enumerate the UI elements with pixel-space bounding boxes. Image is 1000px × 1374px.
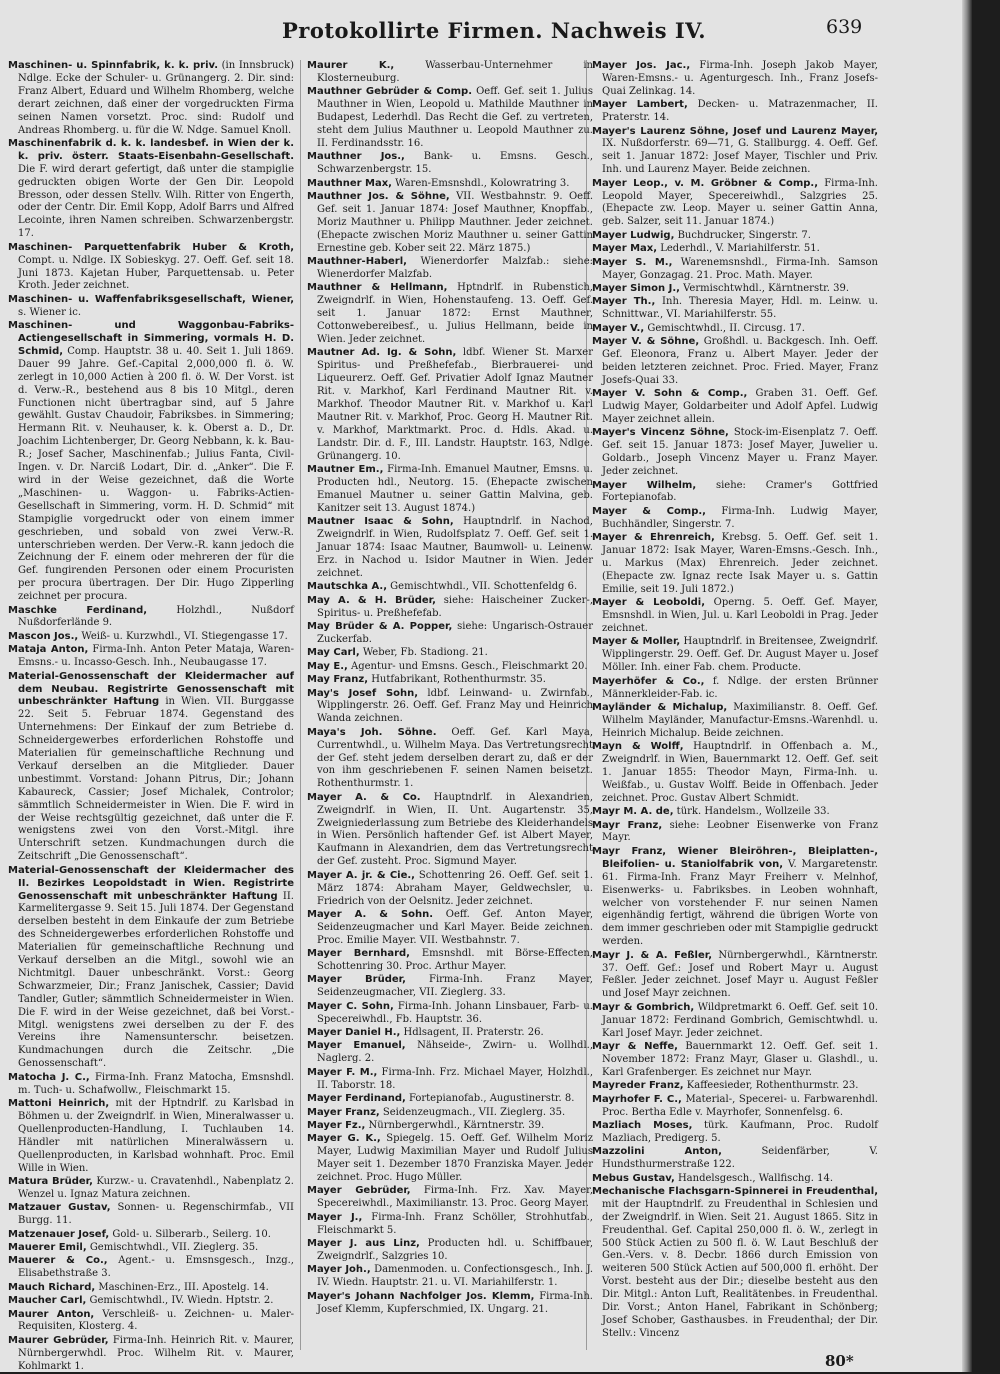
firm-entry [592, 532, 878, 597]
firm-name: Maschke Ferdinand, [8, 604, 148, 616]
firm-name: Mayer Leop., v. M. Gröbner & Comp., [592, 177, 818, 189]
firm-details: Krebsg. 5. Oeff. Gef. seit 1. Januar 1872: Isak Mayer, Waren-Emsns.-Gesch. Inh., u. Markus (Max) Ehrenreich. Jeder zeichnet. (Ehepacte zw. Ignaz recte Isak Mayer u. s. Gattin Emilie, seit 19. Juli 1872.) [602, 532, 878, 595]
firm-name: Mauch Richard, [8, 1281, 96, 1293]
firm-entry [307, 674, 593, 687]
firm-name: Mayer Max, [592, 243, 658, 255]
firm-entry [307, 86, 593, 151]
firm-name: Mayer A. jr. & Cie., [307, 869, 415, 881]
firm-entry [592, 427, 878, 479]
firm-details: Hauptndrlf. in Breitensee, Zweigndrlf. Wipplingerstr. 29. Oeff. Gef. Dr. August Mayer u. Josef Möller. Inh. einer Fab. chem. Producte. [602, 636, 878, 674]
firm-name: Mauthner Max, [307, 177, 392, 189]
firm-details: s. Wiener ic. [18, 306, 82, 318]
firm-entry [307, 347, 593, 463]
firm-details: Nürnbergerwhdl., Kärntnerstr. 37. Oeff. Gef.: Josef und Robert Mayr u. August Feßler. Jeder zeichnet. Josef Mayr u. August Feßler und Josef Mayr zeichnen. [602, 949, 878, 1000]
firm-name: May Carl, [307, 647, 360, 659]
firm-entry [307, 1093, 593, 1106]
firm-name: Mayr & Gombrich, [592, 1001, 695, 1013]
firm-name: May A. & H. Brüder, [307, 594, 436, 606]
firm-entry [307, 1107, 593, 1120]
firm-entry [8, 865, 294, 1072]
firm-entry [592, 846, 878, 949]
firm-entry [307, 870, 593, 909]
firm-details: Firma-Inh. Franz Schöller, Strohhutfab., Fleischmarkt 5. [317, 1211, 593, 1236]
firm-entry [592, 126, 878, 178]
firm-entry [592, 336, 878, 388]
firm-name: Mayr Franz, [592, 819, 663, 831]
firm-details: Firma-Inh. Josef Klemm, Kupferschmied, IX. Ungarg. 21. [317, 1290, 593, 1315]
firm-name: Mayer V., [592, 322, 645, 334]
firm-details: Oeff. Gef. Karl Maya, Currentwhdl., u. Wilhelm Maya. Das Vertretungsrecht der Gef. steht jedem derselben derart zu, daß er der von ihm geschriebenen F. seinen Namen beisetzt. Rothenthurmstr. 1. [317, 726, 593, 790]
firm-details: IX. Nußdorferstr. 69—71, G. Stallburgg. 4. Oeff. Gef. seit 1. Januar 1872: Josef Mayer, Tischler und Priv. Inh. und Laurenz Mayer. Beide zeichnen. [602, 138, 878, 176]
firm-name: Maucher Carl, [8, 1295, 87, 1307]
firm-name: Matocha J. C., [8, 1071, 90, 1083]
firm-details: Inh. Theresia Mayer, Hdl. m. Leinw. u. Schnittwar., VI. Mariahilferstr. 55. [602, 296, 878, 321]
firm-entry [8, 242, 294, 294]
firm-details: Emsnshdl. mit Börse-Effecten, Schottenring 30. Proc. Arthur Mayer. [317, 948, 593, 973]
firm-entry [8, 644, 294, 670]
firm-name: May E., [307, 660, 348, 672]
firm-entry [307, 464, 593, 516]
firm-entry [8, 1202, 294, 1228]
firm-name: Mayer & Ehrenreich, [592, 532, 715, 544]
firm-name: Mautschka A., [307, 581, 387, 593]
firm-name: Matzauer Gustav, [8, 1202, 111, 1214]
firm-details: Comp. Hauptstr. 38 u. 40. Seit 1. Juli 1869. Dauer 99 Jahre. Gef.-Capital 2,000,000 fl. ö. W. zerlegt in 10,000 Actien à 200 fl. ö. W. Der Vorst. ist d. Verw.-R., bestehend aus 8 bis 10 Mitgl., deren Functionen nicht übertragbar sind, auf 5 Jahre gewählt. Gustav Chaudoir, Fabriksbes. in Simmering; Hermann Rit. v. Neuhauser, k. k. Oberst a. D., Dr. Joachim Lichtenberger, Dr. Georg Nebbann, k. k. Bau-R.; Josef Sacher, Maschinenfab.; Julius Fanta, Civil-Ingen. v. Dr. Narciß Lodart, Dir. d. „Anker“. Die F. wird in der Weise gezeichnet, daß die Worte „Maschinen- u. Waggon- u. Fabriks-Actien-Gesellschaft in Simmering, vorm. H. D. Schmid“ mit Stampiglie vorgedruckt oder von einem immer geschrieben, und sobald von zwei Verw.-R. unterschrieben werden. Der Verw.-R. kann jedoch die Zeichnung der F. einem oder mehreren der für die Gef. fungirenden Personen oder einem Procuristen per procura übertragen. Der Dir. Hugo Zipperling zeichnet per procura. [18, 345, 294, 603]
firm-name: Mauthner Jos. & Söhne, [307, 191, 450, 203]
firm-name: Mechanische Flachsgarn-Spinnerei in Freudenthal, [592, 1185, 878, 1197]
firm-name: Mayer Simon J., [592, 282, 680, 294]
firm-details: Maschinen-Erz., III. Apostelg. 14. [95, 1281, 269, 1293]
firm-name: Material-Genossenschaft der Kleidermacher des II. Bezirkes Leopoldstadt in Wien. Registrirte Genossenschaft mit unbeschränkter Haftung [8, 864, 294, 902]
firm-entry [307, 621, 593, 647]
firm-name: Mauthner-Haberl, [307, 256, 407, 268]
firm-details: Großhdl. u. Backgesch. Inh. Oeff. Gef. Eleonora, Franz u. Albert Mayer. Jeder der beiden letzteren zeichnet. Proc. Fried. Mayer, Franz Josefs-Quai 33. [602, 336, 878, 386]
firm-name: Mayer Franz, [307, 1106, 380, 1118]
firm-details: Firma-Inh. Johann Linsbauer, Farb- u. Specereiwhdl., Fb. Hauptstr. 36. [317, 1000, 593, 1025]
firm-details: Lederhdl., V. Mariahilferstr. 51. [657, 243, 820, 255]
firm-details: Gemischtwhdl., II. Circusg. 17. [644, 322, 805, 334]
firm-name: Mayer Jos. Jac., [592, 60, 691, 71]
firm-entry [592, 1041, 878, 1080]
firm-entry [307, 1264, 593, 1290]
firm-name: Mauerer & Co., [8, 1255, 108, 1267]
firm-name: Mebus Gustav, [592, 1172, 675, 1184]
firm-entry [307, 647, 593, 660]
firm-entry [592, 806, 878, 819]
firm-entry [592, 741, 878, 806]
firm-details: Firma-Inh. Emanuel Mautner, Emsns. u. Producten hdl., Neutorg. 15. (Ehepacte zwischen Emanuel Mautner u. seiner Gattin Malvina, geb. Kanitzer seit 13. August 1874.) [317, 464, 593, 514]
firm-entry [307, 581, 593, 594]
firm-details: Firma-Inh. Leopold Mayer, Specereiwhdl., Salzgries 25. (Ehepacte zw. Leop. Mayer u. seiner Gattin Anna, geb. Salzer, seit 11. Januar 1874.) [602, 177, 878, 228]
firm-name: Matura Brüder, [8, 1175, 93, 1187]
firm-name: Mayer J., [307, 1211, 363, 1223]
firm-name: Mayer's Vincenz Söhne, [592, 427, 729, 439]
firm-name: Mayer Ludwig, [592, 229, 675, 241]
firm-details: Firma-Inh. Ludwig Mayer, Buchhändler, Singerstr. 7. [602, 505, 878, 530]
column-2 [307, 60, 593, 1360]
firm-details: Firma-Inh. Heinrich Rit. v. Maurer, Nürnbergerwhdl. Proc. Wilhelm Rit. v. Maurer, Kohlmarkt 1. [18, 1334, 294, 1372]
firm-details: Gold- u. Silberarb., Seilerg. 10. [109, 1228, 271, 1240]
firm-entry [307, 1027, 593, 1040]
firm-entry [307, 1133, 593, 1185]
firm-details: Hdlsagent, II. Praterstr. 26. [400, 1027, 544, 1039]
firm-details: Gemischtwhdl., IV. Wiedn. Hptstr. 2. [86, 1295, 274, 1307]
firm-details: Maximilianstr. 8. Oeff. Gef. Wilhelm Mayländer, Manufactur-Emsns.-Warenhdl. u. Heinrich Michalup. Beide zeichnen. [602, 701, 878, 739]
firm-entry [8, 138, 294, 241]
firm-name: Mataja Anton, [8, 644, 89, 656]
firm-name: Mauerer Emil, [8, 1241, 87, 1253]
firm-entry [592, 230, 878, 243]
firm-entry [592, 178, 878, 230]
firm-name: May Franz, [307, 674, 369, 686]
firm-entry [8, 1072, 294, 1098]
firm-entry [592, 1186, 878, 1341]
firm-details: Weiß- u. Kurzwhdl., VI. Stiegengasse 17. [78, 630, 288, 642]
firm-entry [592, 1120, 878, 1146]
firm-details: Nähseide-, Zwirn- u. Wollhdl., Naglerg. 2. [317, 1040, 593, 1065]
firm-name: Maurer Anton, [8, 1308, 95, 1320]
firm-name: Mayrhofer F. C., [592, 1093, 682, 1105]
firm-details: Hptndrlf. in Rubenstich, Zweigndrlf. in Wien, Hohenstaufeng. 13. Oeff. Gef. seit 1. Januar 1872: Ernst Mauthner, Cottonwebereibesf., u. Julius Hellmann, beide in Wien. Jeder zeichnet. [317, 282, 593, 346]
firm-details: Wildpretmarkt 6. Oeff. Gef. seit 10. Januar 1872: Ferdinand Gombrich, Gemischtwhdl. u. Karl Josef Mayr. Jeder zeichnet. [602, 1001, 879, 1039]
firm-name: Mayer's Johann Nachfolger Jos. Klemm, [307, 1290, 535, 1302]
firm-entry [8, 1098, 294, 1175]
firm-name: Mayer S. M., [592, 256, 673, 268]
firm-name: Maschinen- u. Spinnfabrik, k. k. priv. [8, 60, 218, 71]
firm-entry [307, 1185, 593, 1211]
firm-name: Mayer Brüder, [307, 974, 406, 986]
firm-entry [592, 1002, 878, 1041]
firm-name: Maurer Gebrüder, [8, 1334, 109, 1346]
firm-details: Sonnen- u. Regenschirmfab., VII Burgg. 11. [18, 1202, 294, 1227]
firm-entry [307, 1238, 593, 1264]
firm-details: f. Ndlge. der ersten Brünner Männerkleider-Fab. ic. [602, 675, 878, 700]
firm-entry [592, 702, 878, 741]
firm-entry [592, 388, 878, 427]
firm-entry [307, 1120, 593, 1133]
firm-name: Mayr M. A. de, [592, 806, 674, 818]
firm-name: Mayer Th., [592, 296, 656, 308]
firm-entry [592, 820, 878, 846]
firm-entry [592, 506, 878, 532]
firm-details: VII. Westbahnstr. 9. Oeff. Gef. seit 1. Januar 1874: Josef Mauthner, Knopffab., Moriz Mauthner u. Philipp Mauthner. Jeder zeichnet. (Ehepacte zwischen Moriz Mauthner u. seiner Gattin Ernestine geb. Kober seit 22. März 1875.) [317, 191, 594, 254]
firm-details: Handelsgesch., Wallfischg. 14. [674, 1172, 834, 1184]
firm-entry [307, 1067, 593, 1093]
firm-entry [307, 282, 593, 347]
firm-details: Firma-Inh. Frz. Michael Mayer, Holzhdl., II. Taborstr. 18. [317, 1066, 593, 1091]
firm-details: Wienerdorfer Malzfab.: siehe: Wienerdorfer Malzfab. [317, 256, 593, 280]
firm-details: Gemischtwhdl., VII. Schottenfeldg 6. [387, 581, 578, 593]
firm-details: Schottenring 26. Oeff. Gef. seit 1. März 1874: Abraham Mayer, Geldwechsler, u. Friedrich von der Oelsnitz. Jeder zeichnet. [317, 869, 593, 907]
firm-entry [307, 661, 593, 674]
firm-entry [307, 727, 593, 792]
firm-details: II. Karmelitergasse 9. Seit 15. Juli 1874. Der Gegenstand derselben besteht in dem Einkaufe der zum Betriebe des Schneidergewerbes erforderlichen Rohstoffe und Materialien für gemeinschaftliche Rechnung und Verkauf derselben an die Mitgl., sowohl wie an Nichtmitgl. Dauer unbeschränkt. Vorst.: Georg Schwarzmeier, Dir.; Franz Janischek, Cassier; David Tandler, Gutler; sämmtlich Schneidermeister in Wien. Die F. wird in der Weise gezeichnet, daß bei Vorst.-Mitgl. wenigstens zwei derselben zu der F. des Vereins ihre Namensunterschr. beisetzen. Kundmachungen durch die Zeitschr. „Die Genossenschaft“. [18, 890, 294, 1070]
firm-details: Die F. wird derart gefertigt, daß unter die stampiglie gedruckten obigen Worte der Gen Dir. Leopold Bresson, oder dessen Stellv. Wilh. Ritter von Engerth, oder der Centr. Dir. Emil Kopp, Adolf Barrs und Alfred Lecointe, ihren Namen schreiben. Schwarzenbergstr. 17. [18, 163, 294, 240]
firm-details: Firma-Inh. Joseph Jakob Mayer, Waren-Emsns.- u. Agenturgesch. Inh., Franz Josefs-Quai Zelinkag. 14. [602, 60, 878, 97]
firm-entry [8, 294, 294, 320]
firm-entry [307, 595, 593, 621]
firm-entry [8, 1295, 294, 1308]
firm-details: Damenmoden. u. Confectionsgesch., Inh. J. IV. Wiedn. Hauptstr. 21. u. VI. Mariahilferstr. 1. [317, 1264, 594, 1289]
firm-details: Material-, Specerei- u. Farbwarenhdl. Proc. Bertha Edle v. Mayrhofer, Sonnenfelsg. 6. [602, 1093, 878, 1118]
firm-name: Mauthner Gebrüder & Comp. [307, 86, 473, 98]
firm-details: Vermischtwhdl., Kärntnerstr. 39. [679, 282, 850, 294]
firm-name: Mattoni Heinrich, [8, 1098, 110, 1109]
firm-name: Mayr & Neffe, [592, 1040, 678, 1052]
firm-name: Mayer F. M., [307, 1066, 378, 1078]
firm-entry [8, 320, 294, 604]
firm-details: Fortepianofab., Augustinerstr. 8. [405, 1093, 575, 1105]
firm-name: Mazzolini Anton, [592, 1146, 722, 1158]
firm-entry [8, 1229, 294, 1242]
firm-name: Mayer & Leoboldi, [592, 597, 706, 609]
firm-details: Waren-Emsnshdl., Kolowratring 3. [391, 177, 570, 189]
firm-name: Mayer Gebrüder, [307, 1185, 411, 1197]
firm-details: Wasserbau-Unternehmer in Klosterneuburg. [317, 60, 593, 84]
firm-entry [307, 948, 593, 974]
firm-details: Seidenfärber, V. Hundsthurmerstraße 122. [602, 1146, 878, 1171]
column-rule [300, 60, 301, 1350]
firm-name: Maschinenfabrik d. k. k. landesbef. in Wien der k. k. priv. österr. Staats-Eisenbahn-Gesellschaft. [8, 137, 294, 162]
firm-entry [307, 1001, 593, 1027]
firm-details: Firma-Inh. Frz. Xav. Mayer, Specereiwhdl., Maximilianstr. 13. Proc. Georg Mayer. [317, 1185, 593, 1210]
firm-name: Mazliach Moses, [592, 1119, 693, 1131]
firm-details: (in Innsbruck) Ndlge. Ecke der Schuler- u. Grünangerg. 2. Dir. sind: Franz Albert, Eduard und Wilhelm Rhomberg, welche derart zeichnen, daß einer der vorgedruckten Firma seinen Namen vorsetzt. Proc. sind: Rudolf und Andreas Rhomberg. u. für die W. Ndge. Samuel Knoll. [18, 60, 294, 136]
firm-name: Maschinen- u. Waffenfabriksgesellschaft, Wiener, [8, 293, 294, 305]
firm-details: Bank- u. Emsns. Gesch., Schwarzenbergstr. 15. [317, 151, 593, 176]
firm-details: Verschleiß- u. Zeichnen- u. Maler-Requisiten, Klosterg. 4. [18, 1308, 294, 1333]
firm-name: Mayer Emanuel, [307, 1040, 406, 1052]
firm-name: Mayr J. & A. Feßler, [592, 949, 713, 961]
firm-name: Material-Genossenschaft der Kleidermacher auf dem Neubau. Registrirte Genossenschaft mit unbeschränkter Haftung [8, 670, 294, 708]
firm-name: Mayer A. & Co. [307, 791, 421, 803]
firm-entry [592, 480, 878, 506]
page-header-title: Protokollirte Firmen. Nachweis IV. [282, 18, 707, 43]
firm-details: Buchdrucker, Singerstr. 7. [674, 229, 811, 241]
firm-details: türk. Handelsm., Wollzeile 33. [673, 806, 830, 818]
firm-name: Mayr Franz, Wiener Bleiröhren-, Bleiplatten-, Bleifolien- u. Staniolfabrik von, [592, 845, 878, 870]
firm-details: Hauptndrlf. in Nachod, Zweigndrlf. in Wien, Rudolfsplatz 7. Oeff. Gef. seit 1. Januar 1874: Isaac Mautner, Baumwoll- u. Leinenw. Erz. in Nachod u. Isidor Mautner in Wien. Jeder zeichnet. [317, 516, 593, 579]
firm-entry [592, 950, 878, 1002]
firm-name: Mauthner & Hellmann, [307, 282, 448, 294]
firm-entry [592, 283, 878, 296]
firm-name: Mascon Jos., [8, 630, 79, 642]
firm-details: Warenemsnshdl., Firma-Inh. Samson Mayer, Gonzagag. 21. Proc. Math. Mayer. [602, 256, 878, 281]
page-edge-shadow [962, 0, 972, 1372]
firm-name: Mayer Wilhelm, [592, 479, 697, 491]
column-3 [592, 60, 878, 1360]
firm-details: siehe: Ungarisch-Ostrauer Zuckerfab. [317, 620, 594, 645]
firm-details: Firma-Inh. Anton Peter Mataja, Waren-Emsns.- u. Incasso-Gesch. Inh., Neubaugasse 17. [18, 644, 295, 669]
firm-name: Maya's Joh. Söhne. [307, 726, 437, 738]
firm-entry [592, 243, 878, 256]
firm-details: siehe: Leobner Eisenwerke von Franz Mayr. [602, 819, 879, 844]
firm-name: Mautner Ad. Ig. & Sohn, [307, 347, 457, 359]
firm-entry [8, 671, 294, 865]
firm-name: Mayländer & Michalup, [592, 701, 728, 713]
firm-name: Mayn & Wolff, [592, 741, 684, 753]
firm-name: Mayer Bernhard, [307, 948, 410, 960]
firm-details: Operng. 5. Oeff. Gef. Mayer, Emsnshdl. in Wien, Jul. u. Karl Leoboldi in Prag. Jeder zeichnet. [602, 597, 878, 634]
firm-entry [8, 1282, 294, 1295]
firm-details: V. Margaretenstr. 61. Firma-Inh. Franz Mayr Freiherr v. Melnhof, Eisenwerks- u. Fabriksbes. in Leoben wohnhaft, welcher von vorstehender F. nur seinen Namen eigenhändig fertigt, während die übrigen Worte von dem immer geschrieben oder mit Stampiglie gedruckt werden. [602, 858, 878, 948]
firm-details: Weber, Fb. Stadiong. 21. [359, 647, 488, 659]
firm-entry [307, 1040, 593, 1066]
firm-details: Hauptndrlf. in Alexandrien, Zweigndrlf. in Wien, II. Unt. Augartenstr. 35, Zweigniederlassung zum Betriebe des Kleiderhandels in Wien. Persönlich haftender Gef. ist Albert Mayer, Kaufmann in Alexandrien, dem das Vertretungsrecht der Gef. zusteht. Proc. Sigmund Mayer. [317, 791, 593, 868]
firm-name: Mayerhöfer & Co., [592, 675, 705, 687]
firm-name: Mayer Lambert, [592, 99, 688, 111]
firm-details: Nürnbergerwhdl., Kärntnerstr. 39. [365, 1119, 545, 1131]
firm-name: Mayer's Laurenz Söhne, Josef und Laurenz Mayer, [592, 125, 878, 137]
firm-name: Mayreder Franz, [592, 1080, 684, 1092]
firm-entry [307, 1291, 593, 1317]
firm-entry [307, 909, 593, 948]
firm-name: May's Josef Sohn, [307, 687, 419, 699]
firm-entry [307, 191, 593, 256]
firm-name: Mauthner Jos., [307, 151, 405, 163]
firm-details: Agent.- u. Emsnsgesch., Inzg., Elisabethstraße 3. [18, 1255, 294, 1280]
firm-entry [307, 151, 593, 177]
firm-entry [592, 1094, 878, 1120]
firm-entry [307, 256, 593, 282]
firm-entry [8, 1309, 294, 1335]
firm-details: siehe: Cramer's Gottfried Fortepianofab. [602, 479, 878, 504]
firm-name: Mayer Fz., [307, 1119, 366, 1131]
firm-details: Kaffeesieder, Rothenthurmstr. 23. [683, 1080, 859, 1092]
column-1 [8, 60, 295, 1372]
firm-entry [8, 1255, 294, 1281]
firm-name: Mayer C. Sohn, [307, 1000, 394, 1012]
firm-details: Gemischtwhdl., VII. Zieglerg. 35. [86, 1241, 259, 1253]
firm-details: Kurzw.- u. Cravatenhdl., Nabenplatz 2. Wenzel u. Ignaz Matura zeichnen. [18, 1175, 294, 1200]
firm-entry [307, 60, 593, 86]
firm-name: Mautner Isaac & Sohn, [307, 516, 454, 528]
firm-name: Maschinen- und Waggonbau-Fabriks-Actiengesellschaft in Simmering, vormals H. D. Schmid, [8, 320, 294, 357]
firm-details: Stock-im-Eisenplatz 7. Oeff. Gef. seit 15. Januar 1873: Josef Mayer, Juwelier u. Goldarb., Joseph Vincenz Mayer u. Franz Mayer. Jeder zeichnet. [602, 427, 878, 478]
firm-entry [307, 516, 593, 581]
sheet-signature: 80* [825, 1352, 854, 1370]
firm-details: Firma-Inh. Franz Mayer, Seidenzeugmacher, VII. Zieglerg. 33. [317, 974, 593, 999]
firm-details: Holzhdl., Nußdorf Nußdorferlände 9. [18, 604, 294, 629]
firm-entry [592, 636, 878, 675]
firm-name: Mayer Ferdinand, [307, 1093, 406, 1105]
firm-name: Mayer G. K., [307, 1133, 381, 1145]
firm-entry [592, 257, 878, 283]
firm-details: Hutfabrikant, Rothenthurmstr. 35. [368, 674, 546, 686]
firm-entry [307, 178, 593, 191]
firm-entry [592, 296, 878, 322]
firm-name: Matzenauer Josef, [8, 1228, 110, 1240]
firm-details: türk. Kaufmann, Proc. Rudolf Mazliach, Predigerg. 5. [602, 1119, 878, 1144]
firm-entry [592, 323, 878, 336]
firm-details: Bauernmarkt 12. Oeff. Gef. seit 1. November 1872: Franz Mayr, Glaser u. Glashdl., u. Karl Grafenberger. Es zeichnet nur Mayr. [602, 1040, 878, 1078]
firm-details: siehe: Haischeiner Zucker-, Spiritus- u. Preßhefefab. [317, 594, 593, 619]
firm-name: Mayer & Comp., [592, 505, 706, 517]
firm-entry [8, 1335, 294, 1374]
firm-details: Firma-Inh. Franz Matocha, Emsnshdl. m. Tuch- u. Schafwollw., Fleischmarkt 15. [18, 1071, 294, 1096]
firm-details: Graben 31. Oeff. Gef. Ludwig Mayer, Goldarbeiter und Adolf Apfel. Ludwig Mayer zeichnet allein. [602, 388, 878, 425]
firm-details: Spiegelg. 15. Oeff. Gef. Wilhelm Moriz Mayer, Ludwig Maximilian Mayer und Rudolf Julius Mayer seit 1. Dezember 1870 Franziska Mayer. Jeder zeichnet. Proc. Hugo Müller. [317, 1133, 593, 1184]
firm-entry [8, 605, 294, 631]
firm-name: Mayer & Moller, [592, 636, 681, 648]
page-number: 639 [826, 16, 863, 38]
firm-name: Mayer Joh., [307, 1264, 371, 1276]
firm-entry [592, 1173, 878, 1186]
firm-entry [8, 631, 294, 644]
firm-details: Compt. u. Ndlge. IX Sobieskyg. 27. Oeff. Gef. seit 18. Juni 1873. Kajetan Huber, Parquettensab. u. Peter Kroth. Jeder zeichnet. [18, 254, 294, 292]
firm-details: mit der Hptndrlf. zu Karlsbad in Böhmen u. der Zweigndrlf. in Wien, Mineralwasser u. Quellenproducten-Handlung, I. Tuchlauben 14. Händler mit natürlichen Mineralwässern u. Quellenproducten, in Karlsbad wohnhaft. Proc. Emil Wille in Wien. [18, 1098, 295, 1174]
firm-details: Seidenzeugmach., VII. Zieglerg. 35. [379, 1106, 566, 1118]
firm-details: ldbf. Wiener St. Marxer Spiritus- und Preßhefefab., Bierbrauerei- und Liqueurerz. Oeff. Gef. Privatier Adolf Ignaz Mautner Rit. v. Markhof, Karl Ferdinand Mautner Rit. v. Markhof. Theodor Mautner Rit. v. Markhof u. Karl Mautner Rit. v. Markhof, Proc. Georg H. Mautner Rit. v. Markhof, Marktmarkt. Proc. d. Hdls. Akad. u. Landstr. Dir. d. F., III. Landstr. Hauptstr. 163, Ndlge. Grünangerg. 10. [317, 347, 593, 462]
firm-name: May Brüder & A. Popper, [307, 620, 453, 632]
firm-name: Maurer K., [307, 60, 395, 71]
firm-name: Mayer A. & Sohn. [307, 908, 434, 920]
firm-name: Maschinen- Parquettenfabrik Huber & Kroth, [8, 241, 294, 253]
firm-entry [592, 60, 878, 99]
firm-name: Mayer V. & Söhne, [592, 336, 700, 348]
firm-name: Mayer J. aus Linz, [307, 1238, 420, 1250]
firm-details: in Wien. VII. Burggasse 22. Seit 5. Februar 1874. Gegenstand des Unternehmens: Der Einkauf der zum Betriebe d. Schneidergewerbes erforderlichen Rohstoffe und Materialien für gemeinschaftliche Rechnung und Verkauf derselben an die Mitglieder. Dauer unbestimmt. Vorstand: Johann Pitrus, Dir.; Johann Kabaureck, Cassier; Josef Michalek, Controlor; sämmtlich Schneidermeister in Wien. Die F. wird in der Weise rechtsgültig gezeichnet, daß unter die F. wenigstens zwei von den Vorst.-Mitgl. ihre Unterschrift setzen. Kundmachungen durch die Zeitschrift „Die Genossenschaft“. [18, 696, 294, 863]
firm-details: mit der Hauptndrlf. zu Freudenthal in Schlesien und der Zweigndrlf. in Wien. Seit 21. August 1865. Sitz in Freudenthal. Gef. Capital 250,000 fl. ö. W., zerlegt in 500 Stück Actien zu 500 fl. ö. W. Laut Beschluß der Gen.-Vers. v. 8. Decbr. 1866 durch Emission von weiteren 500 Stück Actien auf 500,000 fl. erhöht. Der Vorst. besteht aus der Dir.; dieselbe besteht aus den Dir. Mitgl.: Anton Luft, Realitätenbes. in Freudenthal. Dir. Vorst.; Anton Hanel, Fabrikant in Schönberg; Josef Schober, Gasthausbes. in Freudenthal; der Dir. Stellv.: Vincenz [602, 1198, 878, 1339]
firm-details: Agentur- und Emsns. Gesch., Fleischmarkt 20. [347, 660, 588, 672]
firm-entry [307, 792, 593, 869]
firm-entry [592, 1080, 878, 1093]
firm-name: Mautner Em., [307, 464, 384, 476]
firm-details: Decken- u. Matrazenmacher, II. Praterstr. 14. [602, 99, 878, 124]
firm-entry [8, 1176, 294, 1202]
firm-details: Hauptndrlf. in Offenbach a. M., Zweigndrlf. in Wien, Bauernmarkt 12. Oeff. Gef. seit 1. Januar 1855: Theodor Mayn, Firma-Inh. u. Weißfab., u. Gustav Wolff. Beide in Offenbach. Jeder zeichnet. Proc. Gustav Albert Schmidt. [602, 741, 878, 804]
firm-entry [8, 1242, 294, 1255]
firm-entry [307, 974, 593, 1000]
firm-entry [592, 99, 878, 125]
firm-entry [307, 688, 593, 727]
firm-details: Producten hdl. u. Schiffbauer, Zweigndrlf., Salzgries 10. [317, 1238, 593, 1262]
firm-entry [307, 1212, 593, 1238]
firm-details: Oeff. Gef. Anton Mayer, Seidenzeugmacher und Karl Mayer. Beide zeichnen. Proc. Emilie Mayer. VII. Westbahnstr. 7. [317, 908, 593, 946]
firm-details: Oeff. Gef. seit 1. Julius Mauthner in Wien, Leopold u. Mathilde Mauthner in Budapest, Lederhdl. Das Recht die Gef. zu vertreten, steht dem Julius Mauthner u. Leopold Mauthner zu. II. Ferdinandsstr. 16. [317, 86, 594, 149]
firm-entry [592, 676, 878, 702]
firm-entry [592, 1146, 878, 1172]
firm-entry [8, 60, 294, 137]
firm-details: ldbf. Leinwand- u. Zwirnfab., Wipplingerstr. 26. Oeff. Gef. Franz May und Heinrich Wanda zeichnen. [317, 687, 593, 725]
firm-name: Mayer V. Sohn & Comp., [592, 388, 748, 400]
firm-entry [592, 597, 878, 636]
firm-name: Mayer Daniel H., [307, 1027, 401, 1039]
